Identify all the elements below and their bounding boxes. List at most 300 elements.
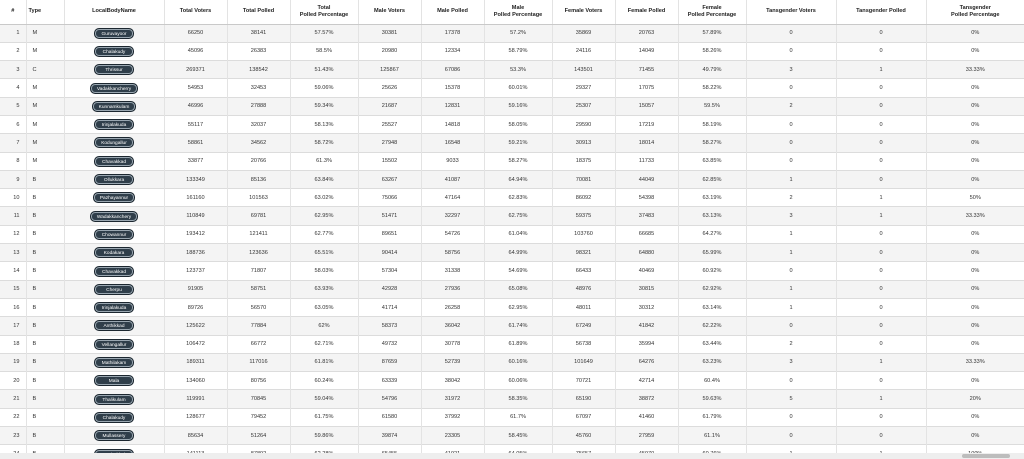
cell-tg-voters: 3 xyxy=(746,207,836,225)
table-row[interactable] xyxy=(0,79,1024,97)
cell-female-voters: 70081 xyxy=(552,170,615,188)
local-body-name-badge[interactable]: Kodungallur xyxy=(94,137,134,148)
column-header-total-polled[interactable] xyxy=(227,0,290,24)
cell-name xyxy=(64,262,164,280)
cell-female-voters: 30913 xyxy=(552,134,615,152)
cell-female-voters: 66433 xyxy=(552,262,615,280)
cell-total-pct: 62.71% xyxy=(290,335,358,353)
scrollbar-thumb[interactable] xyxy=(962,454,1010,458)
cell-male-voters: 42928 xyxy=(358,280,421,298)
local-body-name-badge[interactable]: Chalakudy xyxy=(94,46,134,57)
cell-type: B xyxy=(26,244,64,262)
cell-male-pct: 61.89% xyxy=(484,335,552,353)
cell-total-pct: 63.02% xyxy=(290,189,358,207)
cell-male-pct: 60.16% xyxy=(484,353,552,371)
cell-male-polled: 31338 xyxy=(421,262,484,280)
cell-total-pct: 57.57% xyxy=(290,24,358,42)
column-header-label-line2: Polled Percentage xyxy=(687,11,737,18)
cell-male-polled: 27936 xyxy=(421,280,484,298)
table-row[interactable] xyxy=(0,372,1024,390)
cell-total-polled: 58751 xyxy=(227,280,290,298)
cell-male-voters: 25626 xyxy=(358,79,421,97)
cell-total-pct: 59.34% xyxy=(290,97,358,115)
cell-female-pct: 59.63% xyxy=(678,390,746,408)
cell-total-voters: 134060 xyxy=(164,372,227,390)
cell-tg-polled: 0 xyxy=(836,335,926,353)
local-body-name-badge[interactable]: Vellangallur xyxy=(94,339,134,350)
cell-name xyxy=(64,61,164,79)
cell-male-voters: 90414 xyxy=(358,244,421,262)
cell-total-pct: 58.72% xyxy=(290,134,358,152)
column-header-male-polled[interactable] xyxy=(421,0,484,24)
column-header-male-pct[interactable] xyxy=(484,0,552,24)
cell-name xyxy=(64,280,164,298)
cell-type: M xyxy=(26,115,64,133)
cell-type: M xyxy=(26,152,64,170)
table-row[interactable] xyxy=(0,244,1024,262)
cell-male-pct: 62.95% xyxy=(484,298,552,316)
cell-tg-voters: 0 xyxy=(746,317,836,335)
cell-female-voters: 86092 xyxy=(552,189,615,207)
cell-female-pct: 49.79% xyxy=(678,61,746,79)
cell-tg-pct: 0% xyxy=(926,244,1024,262)
cell-female-voters: 143501 xyxy=(552,61,615,79)
cell-num: 16 xyxy=(0,298,26,316)
cell-num: 18 xyxy=(0,335,26,353)
cell-female-voters: 24116 xyxy=(552,42,615,60)
cell-male-voters: 15502 xyxy=(358,152,421,170)
table-row[interactable] xyxy=(0,61,1024,79)
cell-type: B xyxy=(26,408,64,426)
horizontal-scrollbar[interactable] xyxy=(0,453,1024,459)
cell-female-polled: 66685 xyxy=(615,225,678,243)
cell-total-pct: 61.3% xyxy=(290,152,358,170)
cell-tg-voters: 0 xyxy=(746,427,836,445)
cell-male-pct: 61.74% xyxy=(484,317,552,335)
cell-tg-polled: 0 xyxy=(836,244,926,262)
cell-total-voters: 193412 xyxy=(164,225,227,243)
cell-tg-polled: 0 xyxy=(836,317,926,335)
cell-tg-pct: 0% xyxy=(926,427,1024,445)
cell-name xyxy=(64,390,164,408)
cell-total-pct: 63.93% xyxy=(290,280,358,298)
cell-tg-polled: 1 xyxy=(836,189,926,207)
cell-type: B xyxy=(26,298,64,316)
cell-tg-pct: 0% xyxy=(926,42,1024,60)
cell-tg-polled: 0 xyxy=(836,97,926,115)
cell-male-voters: 61580 xyxy=(358,408,421,426)
local-body-name-badge[interactable]: Anthikkad xyxy=(94,320,134,331)
cell-num: 19 xyxy=(0,353,26,371)
cell-total-voters: 85634 xyxy=(164,427,227,445)
local-body-name-badge[interactable]: Ollukkara xyxy=(94,174,134,185)
column-header-type[interactable] xyxy=(26,0,64,24)
column-header-label: Type xyxy=(28,8,42,15)
cell-female-voters: 101649 xyxy=(552,353,615,371)
table-row[interactable] xyxy=(0,298,1024,316)
cell-tg-voters: 1 xyxy=(746,280,836,298)
local-body-name-badge[interactable]: Pazhayannur xyxy=(93,192,135,203)
table-row[interactable] xyxy=(0,280,1024,298)
cell-male-pct: 60.06% xyxy=(484,372,552,390)
cell-num: 14 xyxy=(0,262,26,280)
cell-type: B xyxy=(26,170,64,188)
cell-female-pct: 63.44% xyxy=(678,335,746,353)
table-row[interactable] xyxy=(0,170,1024,188)
cell-total-voters: 189311 xyxy=(164,353,227,371)
cell-total-polled: 38141 xyxy=(227,24,290,42)
cell-num: 2 xyxy=(0,42,26,60)
cell-female-polled: 64880 xyxy=(615,244,678,262)
cell-total-polled: 121411 xyxy=(227,225,290,243)
cell-total-polled: 117016 xyxy=(227,353,290,371)
cell-total-voters: 55117 xyxy=(164,115,227,133)
table-row[interactable] xyxy=(0,427,1024,445)
cell-tg-voters: 2 xyxy=(746,335,836,353)
cell-tg-polled: 0 xyxy=(836,152,926,170)
cell-total-polled: 32037 xyxy=(227,115,290,133)
column-header-label: Tansgender Polled xyxy=(856,8,906,15)
cell-tg-pct: 0% xyxy=(926,317,1024,335)
cell-male-pct: 58.05% xyxy=(484,115,552,133)
cell-total-pct: 61.81% xyxy=(290,353,358,371)
cell-type: B xyxy=(26,225,64,243)
cell-female-pct: 63.19% xyxy=(678,189,746,207)
cell-type: C xyxy=(26,61,64,79)
table-row[interactable] xyxy=(0,225,1024,243)
cell-male-polled: 30778 xyxy=(421,335,484,353)
cell-total-voters: 54953 xyxy=(164,79,227,97)
column-header-female-polled[interactable] xyxy=(615,0,678,24)
cell-female-voters: 103760 xyxy=(552,225,615,243)
local-body-name-badge[interactable]: Thalikulam xyxy=(94,394,134,405)
column-header-num[interactable] xyxy=(0,0,26,24)
table-row[interactable] xyxy=(0,207,1024,225)
cell-total-voters: 110849 xyxy=(164,207,227,225)
cell-total-polled: 26383 xyxy=(227,42,290,60)
cell-male-pct: 54.69% xyxy=(484,262,552,280)
cell-total-pct: 60.24% xyxy=(290,372,358,390)
cell-tg-pct: 20% xyxy=(926,390,1024,408)
cell-male-polled: 37992 xyxy=(421,408,484,426)
cell-tg-voters: 0 xyxy=(746,42,836,60)
local-body-name-badge[interactable]: Kunnamkulam xyxy=(92,101,137,112)
cell-female-pct: 62.92% xyxy=(678,280,746,298)
cell-tg-pct: 0% xyxy=(926,24,1024,42)
cell-female-pct: 63.23% xyxy=(678,353,746,371)
cell-tg-voters: 5 xyxy=(746,390,836,408)
cell-tg-voters: 1 xyxy=(746,298,836,316)
table-row[interactable] xyxy=(0,390,1024,408)
cell-tg-voters: 3 xyxy=(746,61,836,79)
cell-tg-voters: 0 xyxy=(746,134,836,152)
cell-male-polled: 26258 xyxy=(421,298,484,316)
cell-total-voters: 188736 xyxy=(164,244,227,262)
cell-male-voters: 54796 xyxy=(358,390,421,408)
cell-male-voters: 51471 xyxy=(358,207,421,225)
cell-type: B xyxy=(26,372,64,390)
cell-male-pct: 62.75% xyxy=(484,207,552,225)
table-row[interactable] xyxy=(0,335,1024,353)
cell-male-pct: 58.35% xyxy=(484,390,552,408)
cell-female-pct: 60.4% xyxy=(678,372,746,390)
local-body-name-badge[interactable]: Chowannur xyxy=(94,229,134,240)
column-header-label-line2: Polled Percentage xyxy=(493,11,543,18)
cell-female-polled: 41460 xyxy=(615,408,678,426)
cell-male-polled: 52739 xyxy=(421,353,484,371)
table-row[interactable] xyxy=(0,97,1024,115)
cell-female-polled: 71455 xyxy=(615,61,678,79)
cell-total-voters: 133349 xyxy=(164,170,227,188)
column-header-label-line2: Polled Percentage xyxy=(299,11,349,18)
cell-tg-pct: 33.33% xyxy=(926,353,1024,371)
local-body-name-badge[interactable]: Wadakkanchery xyxy=(90,211,138,222)
cell-total-voters: 45096 xyxy=(164,42,227,60)
cell-tg-voters: 2 xyxy=(746,189,836,207)
cell-male-polled: 12831 xyxy=(421,97,484,115)
column-header-tg-polled[interactable] xyxy=(836,0,926,24)
cell-total-voters: 58861 xyxy=(164,134,227,152)
cell-name xyxy=(64,317,164,335)
cell-female-polled: 40469 xyxy=(615,262,678,280)
cell-male-pct: 65.08% xyxy=(484,280,552,298)
cell-tg-voters: 0 xyxy=(746,408,836,426)
cell-female-pct: 60.92% xyxy=(678,262,746,280)
cell-tg-voters: 2 xyxy=(746,97,836,115)
cell-total-polled: 32453 xyxy=(227,79,290,97)
cell-female-polled: 20763 xyxy=(615,24,678,42)
cell-total-pct: 51.43% xyxy=(290,61,358,79)
cell-male-pct: 53.3% xyxy=(484,61,552,79)
cell-male-voters: 41714 xyxy=(358,298,421,316)
cell-female-voters: 35869 xyxy=(552,24,615,42)
local-body-name-badge[interactable]: Chavakkad xyxy=(94,266,134,277)
cell-tg-polled: 0 xyxy=(836,408,926,426)
column-header-total-pct[interactable] xyxy=(290,0,358,24)
cell-male-voters: 20980 xyxy=(358,42,421,60)
local-body-name-badge[interactable]: Irinjalakuda xyxy=(94,119,134,130)
cell-male-voters: 49732 xyxy=(358,335,421,353)
cell-male-voters: 27948 xyxy=(358,134,421,152)
cell-tg-voters: 0 xyxy=(746,24,836,42)
cell-name xyxy=(64,427,164,445)
cell-tg-polled: 0 xyxy=(836,115,926,133)
cell-female-pct: 57.89% xyxy=(678,24,746,42)
cell-female-pct: 58.22% xyxy=(678,79,746,97)
cell-male-polled: 41087 xyxy=(421,170,484,188)
column-header-male-voters[interactable] xyxy=(358,0,421,24)
cell-tg-polled: 0 xyxy=(836,24,926,42)
cell-name xyxy=(64,244,164,262)
cell-total-voters: 33877 xyxy=(164,152,227,170)
cell-female-pct: 63.14% xyxy=(678,298,746,316)
cell-tg-polled: 0 xyxy=(836,134,926,152)
table-row[interactable] xyxy=(0,152,1024,170)
cell-name xyxy=(64,42,164,60)
column-header-tg-pct[interactable] xyxy=(926,0,1024,24)
cell-num: 15 xyxy=(0,280,26,298)
cell-male-voters: 21687 xyxy=(358,97,421,115)
cell-male-polled: 31972 xyxy=(421,390,484,408)
local-body-name-badge[interactable]: Guruvayoor xyxy=(94,28,134,39)
cell-female-pct: 65.99% xyxy=(678,244,746,262)
cell-female-polled: 54398 xyxy=(615,189,678,207)
table-row[interactable] xyxy=(0,42,1024,60)
cell-tg-polled: 0 xyxy=(836,42,926,60)
cell-total-polled: 70845 xyxy=(227,390,290,408)
cell-female-voters: 18375 xyxy=(552,152,615,170)
cell-tg-pct: 0% xyxy=(926,170,1024,188)
local-body-name-badge[interactable]: Mullassery xyxy=(94,430,134,441)
cell-tg-voters: 0 xyxy=(746,262,836,280)
cell-male-pct: 58.79% xyxy=(484,42,552,60)
cell-total-voters: 123737 xyxy=(164,262,227,280)
header-row xyxy=(0,0,1024,24)
cell-total-voters: 46996 xyxy=(164,97,227,115)
table-row[interactable] xyxy=(0,24,1024,42)
cell-male-pct: 62.83% xyxy=(484,189,552,207)
cell-num: 5 xyxy=(0,97,26,115)
cell-male-voters: 63339 xyxy=(358,372,421,390)
table-row[interactable] xyxy=(0,317,1024,335)
local-body-name-badge[interactable]: Vadakkancherry xyxy=(90,83,138,94)
cell-total-polled: 34562 xyxy=(227,134,290,152)
cell-num: 8 xyxy=(0,152,26,170)
cell-total-pct: 63.05% xyxy=(290,298,358,316)
cell-total-polled: 51264 xyxy=(227,427,290,445)
cell-total-pct: 61.75% xyxy=(290,408,358,426)
cell-name xyxy=(64,335,164,353)
cell-male-pct: 57.2% xyxy=(484,24,552,42)
cell-num: 20 xyxy=(0,372,26,390)
cell-female-pct: 63.85% xyxy=(678,152,746,170)
cell-type: B xyxy=(26,353,64,371)
cell-female-pct: 62.22% xyxy=(678,317,746,335)
cell-name xyxy=(64,170,164,188)
column-header-label: # xyxy=(11,8,15,15)
cell-male-voters: 75066 xyxy=(358,189,421,207)
cell-tg-pct: 33.33% xyxy=(926,61,1024,79)
cell-name xyxy=(64,97,164,115)
table-row[interactable] xyxy=(0,189,1024,207)
cell-total-polled: 77884 xyxy=(227,317,290,335)
local-body-name-badge[interactable]: Cherpu xyxy=(94,284,134,295)
local-body-name-badge[interactable]: Chalakudy xyxy=(94,412,134,423)
cell-male-voters: 63267 xyxy=(358,170,421,188)
cell-total-polled: 71807 xyxy=(227,262,290,280)
cell-male-voters: 39874 xyxy=(358,427,421,445)
table-row[interactable] xyxy=(0,115,1024,133)
local-body-name-badge[interactable]: Mathilakam xyxy=(94,357,134,368)
cell-tg-polled: 0 xyxy=(836,262,926,280)
cell-female-polled: 42714 xyxy=(615,372,678,390)
cell-total-pct: 59.86% xyxy=(290,427,358,445)
cell-total-polled: 123636 xyxy=(227,244,290,262)
cell-tg-polled: 1 xyxy=(836,390,926,408)
cell-male-pct: 64.94% xyxy=(484,170,552,188)
cell-tg-polled: 0 xyxy=(836,225,926,243)
cell-male-voters: 57304 xyxy=(358,262,421,280)
cell-name xyxy=(64,115,164,133)
cell-female-polled: 44049 xyxy=(615,170,678,188)
cell-female-voters: 48976 xyxy=(552,280,615,298)
local-body-name-badge[interactable]: Thrissur xyxy=(94,64,134,75)
cell-male-pct: 64.99% xyxy=(484,244,552,262)
cell-tg-voters: 0 xyxy=(746,115,836,133)
cell-tg-voters: 1 xyxy=(746,170,836,188)
local-body-name-badge[interactable]: Kodakara xyxy=(94,247,134,258)
cell-male-voters: 87659 xyxy=(358,353,421,371)
cell-female-polled: 30815 xyxy=(615,280,678,298)
cell-female-polled: 38872 xyxy=(615,390,678,408)
cell-total-pct: 58.03% xyxy=(290,262,358,280)
column-header-tg-voters[interactable] xyxy=(746,0,836,24)
cell-tg-pct: 33.33% xyxy=(926,207,1024,225)
cell-male-pct: 59.16% xyxy=(484,97,552,115)
cell-num: 4 xyxy=(0,79,26,97)
cell-female-polled: 35994 xyxy=(615,335,678,353)
cell-total-pct: 63.84% xyxy=(290,170,358,188)
column-header-female-voters[interactable] xyxy=(552,0,615,24)
local-body-name-badge[interactable]: Irinjalakuda xyxy=(94,302,134,313)
local-body-name-badge[interactable]: Chavakkad xyxy=(94,156,134,167)
cell-male-polled: 47164 xyxy=(421,189,484,207)
cell-female-voters: 25307 xyxy=(552,97,615,115)
table-row[interactable] xyxy=(0,353,1024,371)
cell-male-pct: 61.7% xyxy=(484,408,552,426)
cell-male-pct: 59.21% xyxy=(484,134,552,152)
cell-male-voters: 89651 xyxy=(358,225,421,243)
cell-total-polled: 27888 xyxy=(227,97,290,115)
cell-female-voters: 48011 xyxy=(552,298,615,316)
cell-total-voters: 125622 xyxy=(164,317,227,335)
column-header-female-pct[interactable] xyxy=(678,0,746,24)
cell-female-pct: 59.5% xyxy=(678,97,746,115)
table-row[interactable] xyxy=(0,262,1024,280)
column-header-name[interactable] xyxy=(64,0,164,24)
column-header-total-voters[interactable] xyxy=(164,0,227,24)
cell-female-voters: 67097 xyxy=(552,408,615,426)
cell-total-voters: 161160 xyxy=(164,189,227,207)
column-header-label: LocalBodyName xyxy=(92,8,136,15)
cell-tg-pct: 0% xyxy=(926,79,1024,97)
cell-tg-pct: 0% xyxy=(926,225,1024,243)
cell-male-polled: 23305 xyxy=(421,427,484,445)
cell-type: B xyxy=(26,390,64,408)
cell-female-voters: 98321 xyxy=(552,244,615,262)
local-body-name-badge[interactable]: Mala xyxy=(94,375,134,386)
cell-tg-pct: 0% xyxy=(926,262,1024,280)
table-row[interactable] xyxy=(0,134,1024,152)
cell-total-polled: 20766 xyxy=(227,152,290,170)
cell-type: M xyxy=(26,79,64,97)
cell-male-polled: 67086 xyxy=(421,61,484,79)
cell-female-pct: 58.26% xyxy=(678,42,746,60)
cell-name xyxy=(64,207,164,225)
cell-female-voters: 65190 xyxy=(552,390,615,408)
column-header-label: Total Voters xyxy=(179,8,212,15)
cell-tg-polled: 1 xyxy=(836,61,926,79)
cell-tg-voters: 1 xyxy=(746,244,836,262)
table-row[interactable] xyxy=(0,408,1024,426)
cell-total-pct: 58.5% xyxy=(290,42,358,60)
cell-tg-polled: 0 xyxy=(836,298,926,316)
cell-total-polled: 101563 xyxy=(227,189,290,207)
cell-female-voters: 70721 xyxy=(552,372,615,390)
cell-tg-voters: 0 xyxy=(746,79,836,97)
cell-total-pct: 62% xyxy=(290,317,358,335)
cell-total-pct: 62.95% xyxy=(290,207,358,225)
